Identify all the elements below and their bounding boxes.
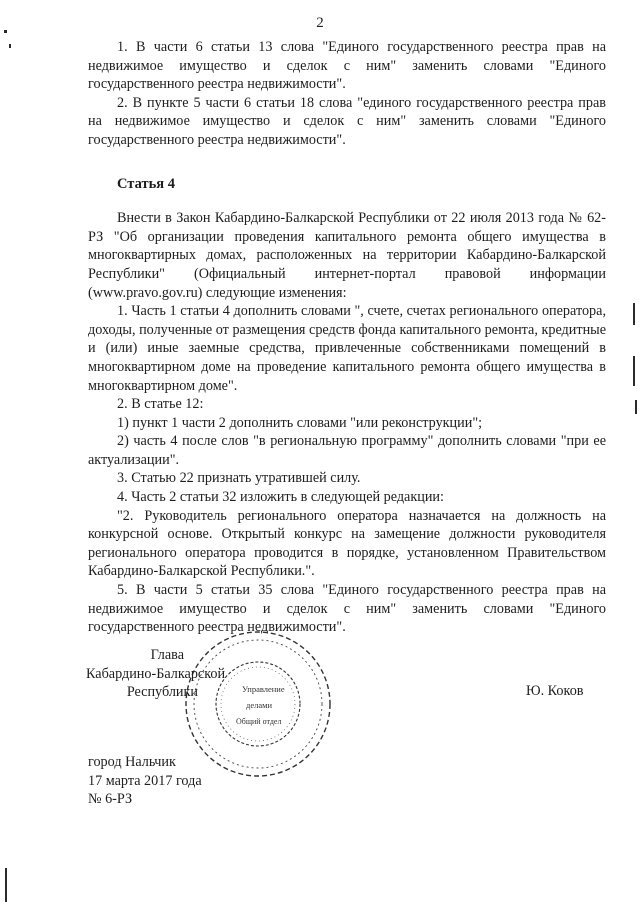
paragraph: 3. Статью 22 признать утратившей силу. <box>117 470 361 487</box>
law-number: № 6-РЗ <box>88 791 133 808</box>
signature-title <box>86 646 226 702</box>
article-heading: Статья 4 <box>117 175 175 192</box>
paragraph: 2. В пункте 5 части 6 статьи 18 слова "единого государственного реестра прав на недвижимое имущество и сделок с ним" заменить словами "Единого государственного реестра недвижимости". <box>88 94 606 148</box>
paragraph: Внести в Закон Кабардино-Балкарской Республики от 22 июля 2013 года № 62-РЗ "Об организации проведения капитального ремонта общего имущества в многоквартирных домах, расположенных на территории Кабардино-Балкарской Республики" (Официальный интернет-портал правовой информации (www.pravo.gov.ru) следующие изменения: <box>88 210 606 301</box>
signature-title-line: Кабардино-Балкарской <box>86 665 226 682</box>
paragraph: 1. В части 6 статьи 13 слова "Единого государственного реестра прав на недвижимое имущество и сделок с ним" заменить словами "Единого государственного реестра недвижимости". <box>88 39 606 93</box>
seal-center-text: делами <box>246 700 273 710</box>
paragraph: 5. В части 5 статьи 35 слова "Единого государственного реестра прав на недвижимое имущество и сделок с ним" заменить словами "Единого государственного реестра недвижимости". <box>88 582 606 636</box>
official-seal <box>182 628 334 780</box>
paragraph: 1) пункт 1 части 2 дополнить словами "или реконструкции"; <box>117 414 483 431</box>
paragraph: "2. Руководитель регионального оператора назначается на должность на конкурсной основе. Открытый конкурс на замещение должности руководителя регионального оператора проводится в порядке, установленном Правительством Кабардино-Балкарской Республики.". <box>88 507 606 580</box>
signature-title-line: Глава <box>150 647 184 663</box>
paragraph: 4. Часть 2 статьи 32 изложить в следующей редакции: <box>117 489 444 506</box>
city: город Нальчик <box>88 754 176 770</box>
signature-title-line: Республики <box>126 684 198 701</box>
scan-edge-mark <box>5 868 7 902</box>
signing-date: 17 марта 2017 года <box>88 772 202 789</box>
paragraph: 2) часть 4 после слов "в региональную программу" дополнить словами "при ее актуализации". <box>88 433 606 468</box>
seal-center-text: Управление <box>242 684 285 694</box>
scan-mark <box>4 30 7 33</box>
paragraph: 1. Часть 1 статьи 4 дополнить словами ", счете, счетах регионального оператора, доходы, полученные от размещения средств фонда капитального ремонта, кредитные и (или) иные заемные средства, привлеченные собственниками помещений в многоквартирном доме на проведение капитального ремонта общего имущества в многоквартирном доме". <box>88 303 606 394</box>
place-date-block <box>88 753 202 809</box>
scan-mark <box>9 44 11 48</box>
scan-edge-mark <box>635 400 637 414</box>
page-number: 2 <box>316 15 324 31</box>
document-body <box>88 38 606 637</box>
signatory-name: Ю. Коков <box>526 683 584 699</box>
paragraph: 2. В статье 12: <box>117 396 204 413</box>
scan-edge-mark <box>633 356 635 386</box>
seal-center-text: Общий отдел <box>236 717 282 726</box>
scan-edge-mark <box>633 303 635 325</box>
